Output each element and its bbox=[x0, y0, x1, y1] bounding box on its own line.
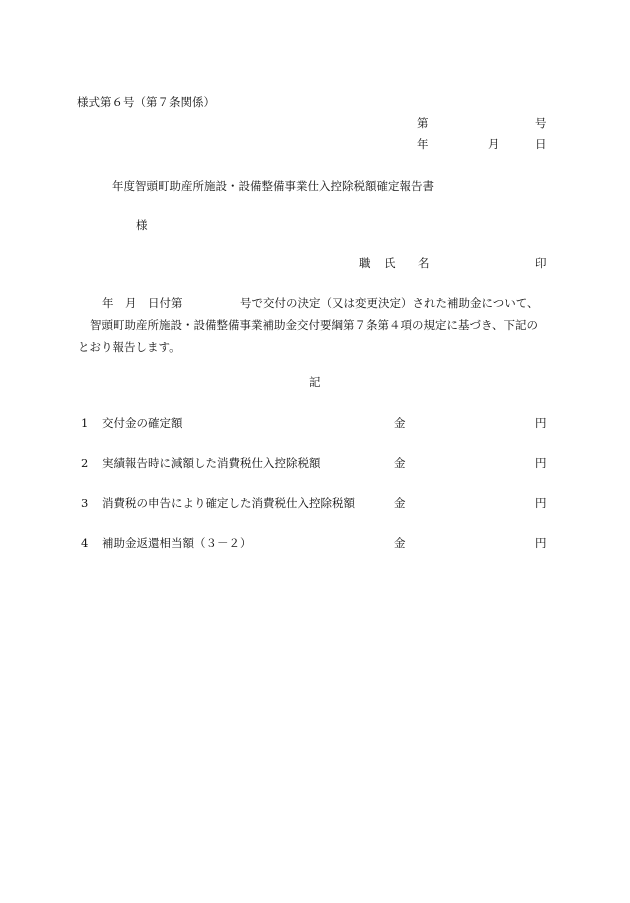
item-en: 円 bbox=[535, 496, 547, 510]
item-number: 2 bbox=[81, 456, 89, 470]
doc-date-year: 年 bbox=[417, 137, 429, 151]
item-label: 交付金の確定額 bbox=[102, 416, 183, 430]
ki-heading: 記 bbox=[309, 375, 321, 389]
seal-mark: 印 bbox=[535, 256, 547, 270]
doc-number-suffix: 号 bbox=[535, 116, 547, 130]
reporter-position: 職 bbox=[359, 256, 371, 270]
doc-date-month: 月 bbox=[488, 137, 500, 151]
item-kin: 金 bbox=[394, 496, 406, 510]
document-title: 年度智頭町助産所施設・設備整備事業仕入控除税額確定報告書 bbox=[112, 179, 434, 193]
doc-date-day: 日 bbox=[535, 137, 547, 151]
body-line-2: 智頭町助産所施設・設備整備事業補助金交付要綱第７条第４項の規定に基づき、下記の bbox=[90, 318, 539, 332]
item-number: 1 bbox=[81, 416, 89, 430]
body-paragraph bbox=[78, 292, 539, 358]
item-kin: 金 bbox=[394, 416, 406, 430]
item-number: 3 bbox=[81, 496, 89, 510]
item-kin: 金 bbox=[394, 536, 406, 550]
item-en: 円 bbox=[535, 536, 547, 550]
doc-number-prefix: 第 bbox=[417, 116, 429, 130]
body-line-3: とおり報告します。 bbox=[78, 340, 181, 354]
item-number: 4 bbox=[81, 536, 89, 550]
item-label: 補助金返還相当額（３－２） bbox=[102, 536, 252, 550]
form-label: 様式第６号（第７条関係） bbox=[77, 95, 215, 109]
item-label: 実績報告時に減額した消費税仕入控除税額 bbox=[102, 456, 321, 470]
addressee-suffix: 様 bbox=[136, 218, 148, 232]
body-line-1: 年 月 日付第 号で交付の決定（又は変更決定）された補助金について、 bbox=[102, 296, 539, 310]
reporter-name-char-2: 名 bbox=[418, 256, 430, 270]
item-en: 円 bbox=[535, 416, 547, 430]
item-label: 消費税の申告により確定した消費税仕入控除税額 bbox=[102, 496, 355, 510]
reporter-name-char-1: 氏 bbox=[384, 256, 396, 270]
item-kin: 金 bbox=[394, 456, 406, 470]
item-en: 円 bbox=[535, 456, 547, 470]
